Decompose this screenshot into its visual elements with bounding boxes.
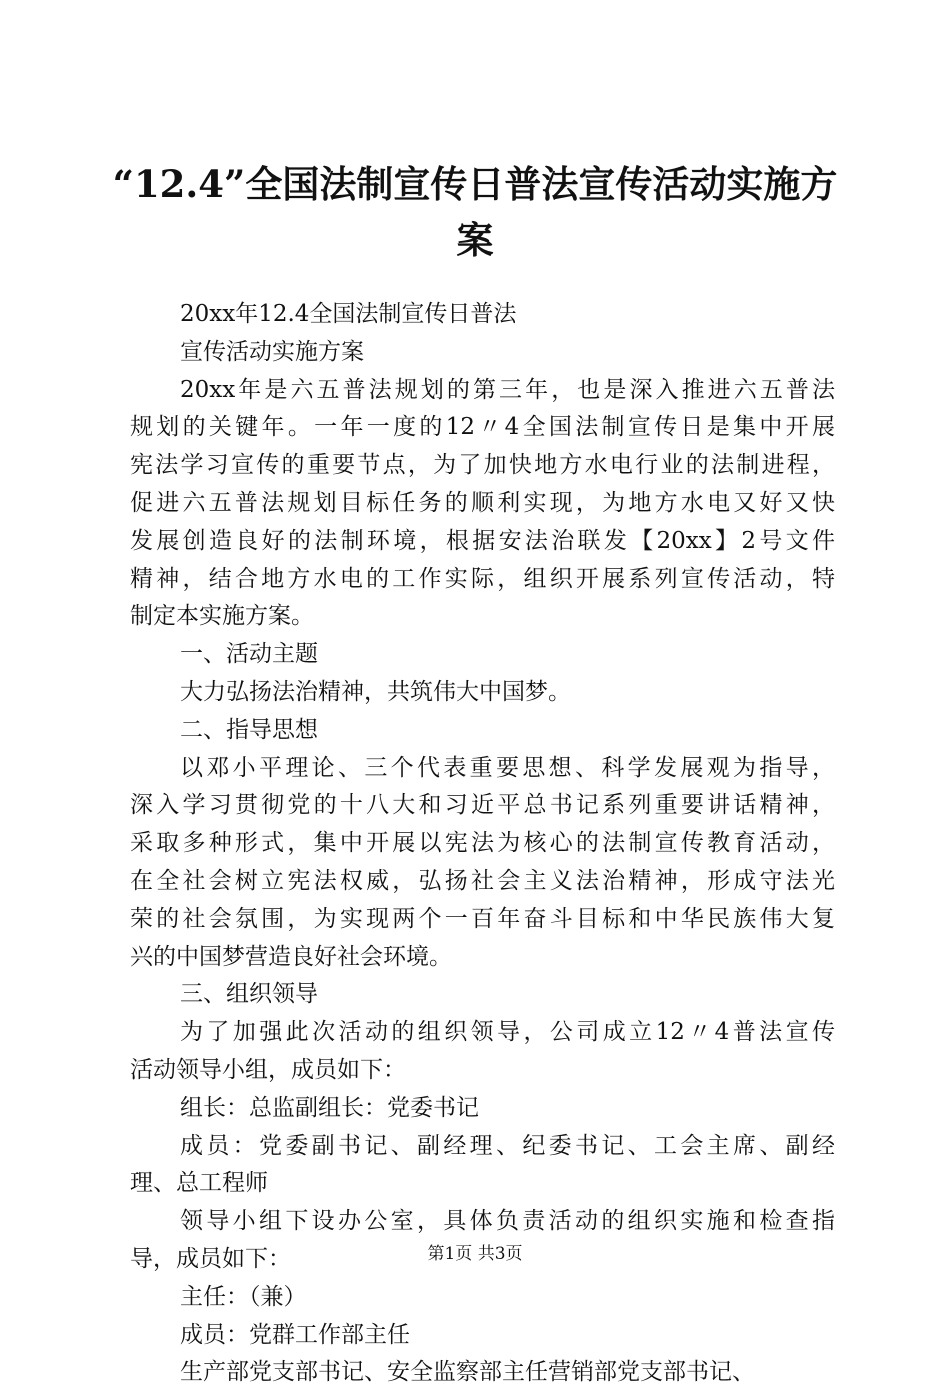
body-line: 深入学习贯彻党的十八大和习近平总书记系列重要讲话精神， [130, 792, 835, 819]
body-line: 理、总工程师 [130, 1170, 268, 1197]
body-line: 兴的中国梦营造良好社会环境。 [130, 943, 452, 970]
section-heading: 一、活动主题 [180, 641, 318, 668]
body-line: 20xx年12.4全国法制宣传日普法 [180, 301, 517, 327]
body-line: 生产部党支部书记、安全监察部主任营销部党支部书记、 [180, 1359, 755, 1386]
body-line: 以邓小平理论、三个代表重要思想、科学发展观为指导， [180, 754, 835, 781]
body-line: 规划的关键年。一年一度的12〃4全国法制宣传日是集中开展 [130, 414, 835, 441]
body-line: 发展创造良好的法制环境，根据安法治联发【20xx】2号文件 [130, 527, 835, 554]
page-number-footer: 第1页 共3页 [427, 1244, 523, 1264]
body-line: 20xx年是六五普法规划的第三年，也是深入推进六五普法 [180, 376, 835, 403]
body-line: 活动领导小组，成员如下： [130, 1056, 406, 1083]
document-body [130, 296, 835, 1392]
body-line: 宪法学习宣传的重要节点，为了加快地方水电行业的法制进程， [130, 452, 835, 479]
body-line: 成员：党委副书记、副经理、纪委书记、工会主席、副经 [180, 1132, 835, 1159]
body-line: 荣的社会氛围，为实现两个一百年奋斗目标和中华民族伟大复 [130, 905, 835, 932]
body-line: 促进六五普法规划目标任务的顺利实现，为地方水电又好又快 [130, 489, 835, 516]
body-line: 成员：党群工作部主任 [180, 1321, 410, 1348]
body-line: 为了加强此次活动的组织领导，公司成立12〃4普法宣传 [180, 1019, 835, 1046]
body-line: 组长：总监副组长：党委书记 [180, 1094, 479, 1121]
document-title-line-2: 案 [456, 218, 494, 262]
section-heading: 二、指导思想 [180, 716, 318, 743]
body-line: 在全社会树立宪法权威，弘扬社会主义法治精神，形成守法光 [130, 867, 835, 894]
body-line: 制定本实施方案。 [130, 603, 314, 630]
document-title-line-1: “12.4”全国法制宣传日普法宣传活动实施方 [112, 162, 838, 206]
body-line: 采取多种形式，集中开展以宪法为核心的法制宣传教育活动， [130, 830, 835, 857]
body-line: 主任：（兼） [180, 1283, 307, 1310]
body-line: 精神，结合地方水电的工作实际，组织开展系列宣传活动，特 [130, 565, 835, 592]
body-line: 导，成员如下： [130, 1245, 291, 1272]
body-line: 宣传活动实施方案 [180, 338, 364, 365]
body-line: 大力弘扬法治精神，共筑伟大中国梦。 [180, 678, 571, 705]
body-line: 领导小组下设办公室，具体负责活动的组织实施和检查指 [180, 1208, 835, 1235]
section-heading: 三、组织领导 [180, 981, 318, 1008]
